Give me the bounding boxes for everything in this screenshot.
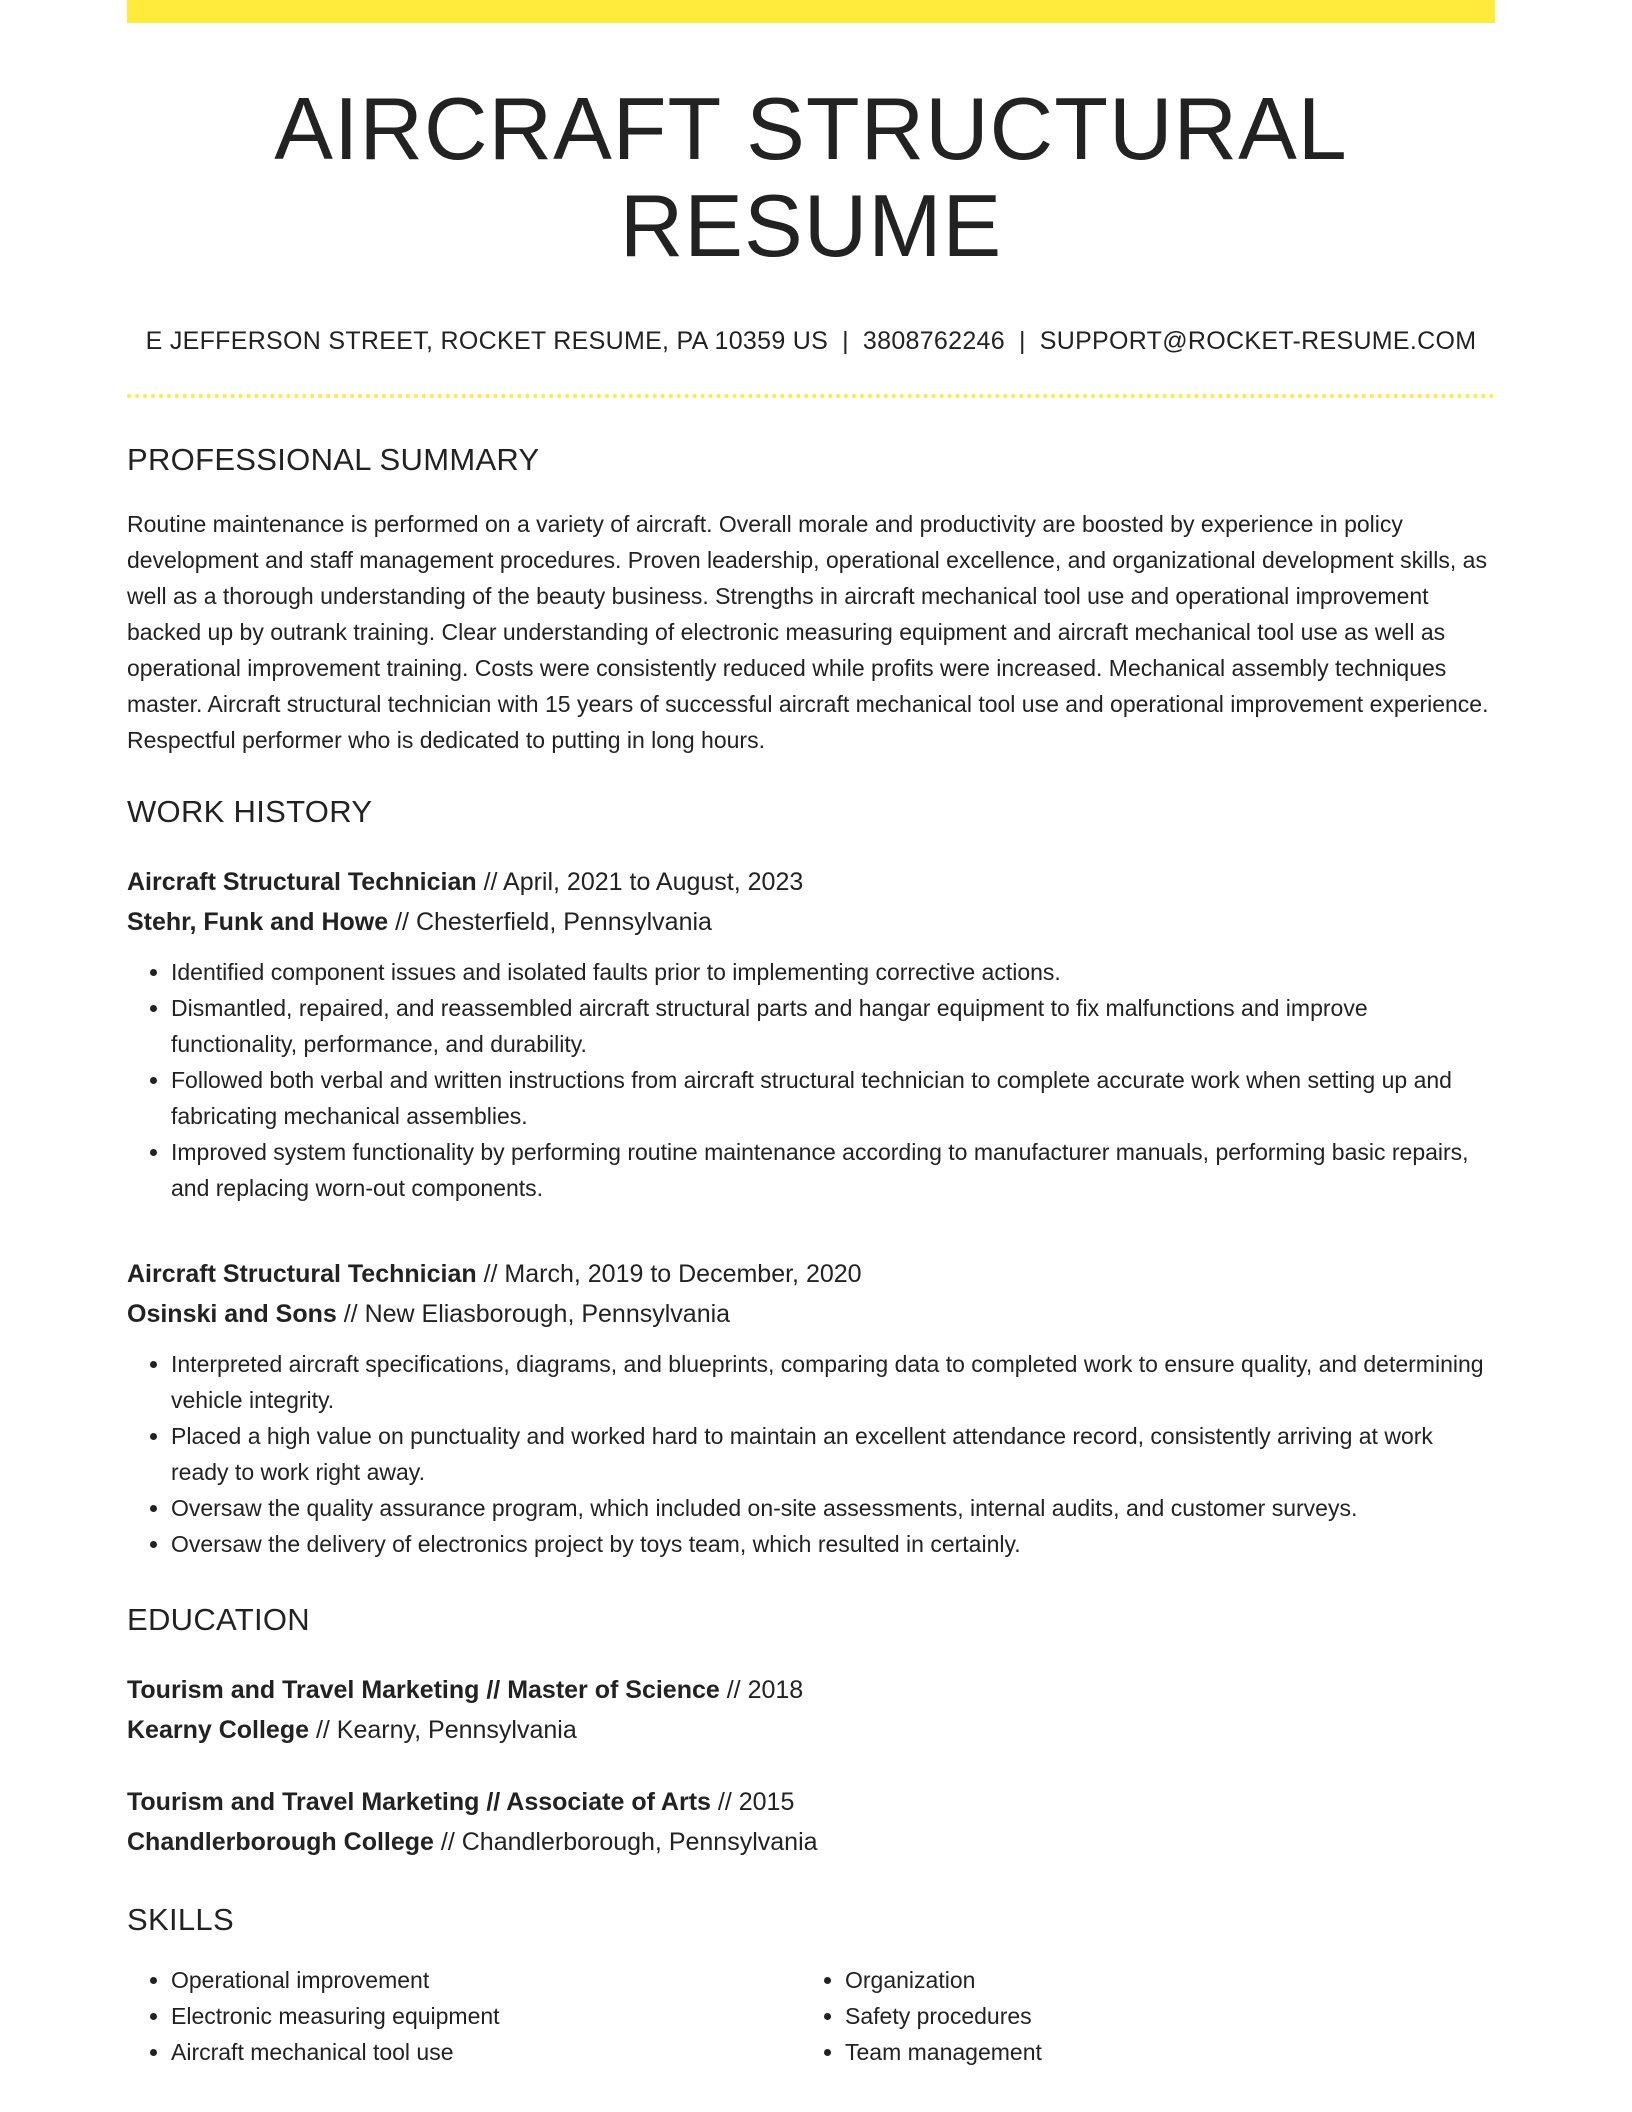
list-item: • Improved system functionality by performing routine maintenance according to manufacturer manuals, performing basic repairs, and replacing worn-out components. xyxy=(171,1134,1495,1206)
contact-email: SUPPORT@ROCKET-RESUME.COM xyxy=(1039,326,1477,355)
resume-title: AIRCRAFT STRUCTURAL RESUME xyxy=(274,79,1348,275)
school-name: Kearny College xyxy=(127,1715,310,1744)
skills-right-column xyxy=(801,1962,1475,2070)
degree-line xyxy=(127,1670,1495,1710)
job-company-line xyxy=(127,1294,1495,1334)
job-entry xyxy=(127,862,1495,1206)
degree-line xyxy=(127,1782,1495,1822)
skill-item: • Team management xyxy=(845,2034,1475,2070)
list-item: • Followed both verbal and written instructions from aircraft structural technician to complete accurate work when setting up and fabricating mechanical assemblies. xyxy=(171,1062,1495,1134)
contact-line xyxy=(127,327,1495,356)
degree-name: Tourism and Travel Marketing // Master of Science xyxy=(127,1675,720,1704)
list-item: • Identified component issues and isolated faults prior to implementing corrective actions. xyxy=(171,954,1495,990)
skill-item: • Electronic measuring equipment xyxy=(171,1998,801,2034)
skills-left-column xyxy=(127,1962,801,2070)
job-bullets xyxy=(127,1346,1495,1562)
job-entry xyxy=(127,1254,1495,1562)
resume-page xyxy=(127,0,1495,2070)
degree-year: // 2015 xyxy=(710,1787,795,1816)
summary-text: Routine maintenance is performed on a variety of aircraft. Overall morale and productivity are boosted by experience in policy development and staff management procedures. Proven leadership, operational excellence, and organizational development skills, as well as a thorough understanding of the beauty business. Strengths in aircraft mechanical tool use and operational improvement backed up by outrank training. Clear understanding of electronic measuring equipment and aircraft mechanical tool use as well as operational improvement training. Costs were consistently reduced while profits were increased. Mechanical assembly techniques master. Aircraft structural technician with 15 years of successful aircraft mechanical tool use and operational improvement experience. Respectful performer who is dedicated to putting in long hours. xyxy=(127,510,1489,753)
skills-heading: SKILLS xyxy=(127,1901,234,1937)
skill-item: • Safety procedures xyxy=(845,1998,1475,2034)
job-location: // Chesterfield, Pennsylvania xyxy=(388,907,712,936)
job-title-line xyxy=(127,862,1495,902)
job-company: Osinski and Sons xyxy=(127,1299,337,1328)
job-company-line xyxy=(127,902,1495,942)
skill-item: • Aircraft mechanical tool use xyxy=(171,2034,801,2070)
contact-separator: | xyxy=(842,326,849,355)
job-dates: // March, 2019 to December, 2020 xyxy=(476,1259,862,1288)
degree-name: Tourism and Travel Marketing // Associate of Arts xyxy=(127,1787,711,1816)
list-item: • Interpreted aircraft specifications, diagrams, and blueprints, comparing data to completed work to ensure quality, and determining vehicle integrity. xyxy=(171,1346,1495,1418)
school-line xyxy=(127,1710,1495,1750)
contact-separator: | xyxy=(1018,326,1026,355)
school-location: // Kearny, Pennsylvania xyxy=(309,1715,577,1744)
job-company: Stehr, Funk and Howe xyxy=(127,907,389,936)
job-title-line xyxy=(127,1254,1495,1294)
education-entry xyxy=(127,1782,1495,1862)
job-dates: // April, 2021 to August, 2023 xyxy=(476,867,804,896)
list-item: • Oversaw the delivery of electronics project by toys team, which resulted in certainly. xyxy=(171,1526,1495,1562)
job-title: Aircraft Structural Technician xyxy=(127,1259,477,1288)
skills-grid xyxy=(127,1962,1495,2070)
job-location: // New Eliasborough, Pennsylvania xyxy=(336,1299,731,1328)
list-item: • Placed a high value on punctuality and worked hard to maintain an excellent attendance record, consistently arriving at work ready to work right away. xyxy=(171,1418,1495,1490)
contact-address: E JEFFERSON STREET, ROCKET RESUME, PA 10359 US xyxy=(145,326,829,355)
education-entry xyxy=(127,1670,1495,1750)
education-section xyxy=(127,1602,1495,1862)
list-item: • Dismantled, repaired, and reassembled aircraft structural parts and hangar equipment to fix malfunctions and improve functionality, performance, and durability. xyxy=(171,990,1495,1062)
top-accent-bar xyxy=(127,0,1495,23)
job-bullets xyxy=(127,954,1495,1206)
skill-item: • Operational improvement xyxy=(171,1962,801,1998)
skill-item: • Organization xyxy=(845,1962,1475,1998)
school-name: Chandlerborough College xyxy=(127,1827,434,1856)
education-heading: EDUCATION xyxy=(127,1601,310,1637)
summary-section xyxy=(127,442,1495,758)
dotted-divider xyxy=(127,394,1495,398)
job-title: Aircraft Structural Technician xyxy=(127,867,477,896)
school-location: // Chandlerborough, Pennsylvania xyxy=(433,1827,818,1856)
summary-heading: PROFESSIONAL SUMMARY xyxy=(127,441,540,477)
degree-year: // 2018 xyxy=(719,1675,804,1704)
work-history-section xyxy=(127,794,1495,1562)
list-item: • Oversaw the quality assurance program, which included on-site assessments, internal audits, and customer surveys. xyxy=(171,1490,1495,1526)
contact-phone: 3808762246 xyxy=(862,326,1005,355)
school-line xyxy=(127,1822,1495,1862)
work-history-heading: WORK HISTORY xyxy=(127,793,373,829)
skills-section xyxy=(127,1902,1495,2070)
